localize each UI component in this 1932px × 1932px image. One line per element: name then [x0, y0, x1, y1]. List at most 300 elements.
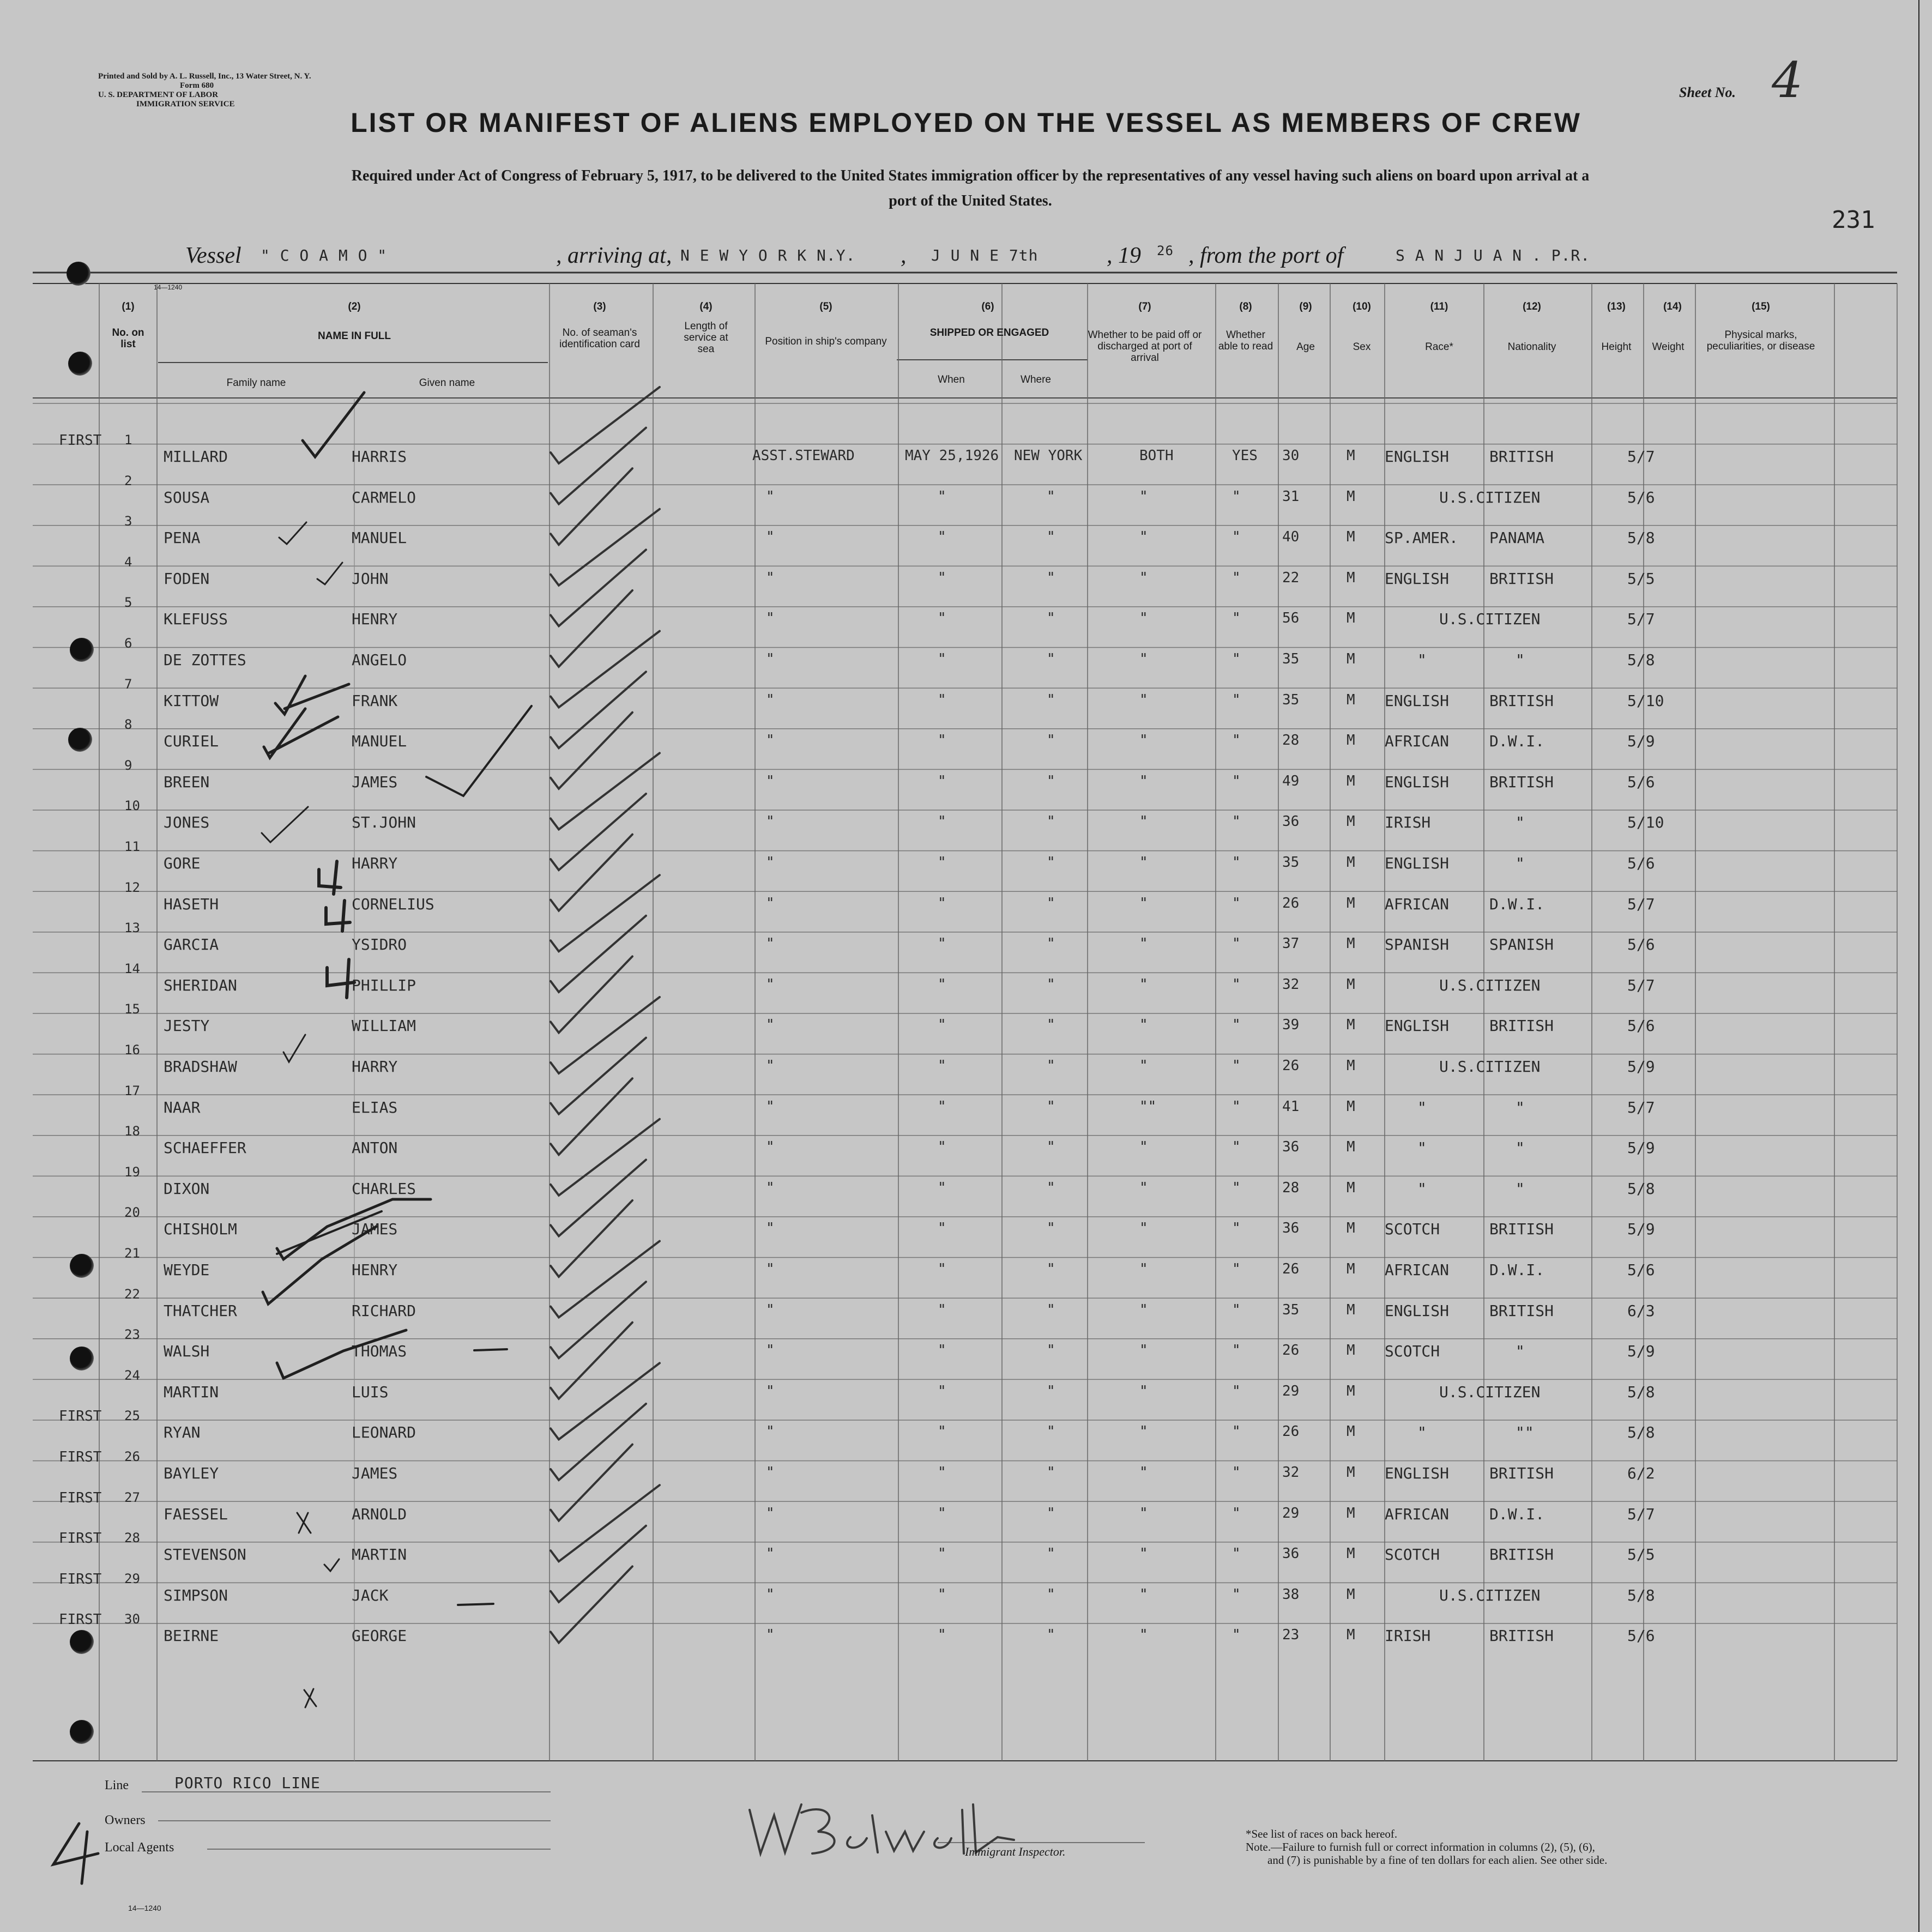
given-name: JAMES [352, 772, 398, 791]
position: " [766, 1505, 775, 1522]
height: 5/9 [1627, 1139, 1655, 1157]
sex: M [1347, 1058, 1355, 1074]
tick-mark [551, 997, 660, 1073]
paid-off: " [1139, 1545, 1148, 1562]
shipped-when: " [938, 895, 946, 911]
row-number: 24 [124, 1367, 140, 1383]
col2-given: Given name [419, 377, 475, 389]
race: ENGLISH [1385, 1464, 1450, 1482]
col10-number: (10) [1353, 301, 1371, 312]
shipped-when: " [938, 976, 946, 993]
sex: M [1347, 1464, 1355, 1481]
col13-number: (13) [1607, 301, 1626, 312]
punch-hole [70, 638, 94, 662]
position: " [766, 772, 775, 789]
tick-mark [551, 1282, 646, 1358]
tick-mark [551, 1566, 632, 1643]
height: 5/9 [1627, 1342, 1655, 1361]
given-name: JOHN [352, 569, 389, 588]
shipped-where: " [1047, 569, 1055, 586]
sex: M [1347, 1261, 1355, 1277]
shipped-when: " [938, 1586, 946, 1603]
tick-mark [551, 672, 646, 748]
shipped-where: " [1047, 1179, 1055, 1196]
able-to-read: " [1232, 569, 1241, 586]
row-prefix: FIRST [59, 1449, 102, 1465]
col8-header: Whether able to read [1218, 329, 1273, 352]
position: " [766, 732, 775, 749]
col12-number: (12) [1523, 301, 1541, 312]
tick-mark [551, 875, 660, 951]
shipped-where: " [1047, 651, 1055, 667]
able-to-read: " [1232, 732, 1241, 749]
paid-off: " [1139, 1301, 1148, 1318]
row-number: 6 [124, 636, 132, 651]
race: U.S.CITIZEN [1439, 976, 1541, 994]
paid-off: " [1139, 1058, 1148, 1074]
height: 5/7 [1627, 976, 1655, 994]
height: 5/10 [1627, 813, 1664, 832]
able-to-read: " [1232, 1342, 1241, 1359]
col1-number: (1) [122, 301, 135, 312]
shipped-where: " [1047, 813, 1055, 830]
shipped-where: " [1047, 1464, 1055, 1481]
shipped-when: " [938, 1179, 946, 1196]
nationality: " [1516, 854, 1525, 872]
shipped-where: " [1047, 1545, 1055, 1562]
tick-mark [551, 1078, 632, 1155]
height: 5/8 [1627, 1382, 1655, 1401]
nationality: " [1516, 1098, 1525, 1116]
paid-off: BOTH [1139, 448, 1174, 464]
punch-hole [70, 1630, 94, 1654]
col1-header: No. on list [112, 327, 144, 350]
tick-mark [551, 1445, 632, 1521]
nationality: BRITISH [1489, 772, 1554, 791]
age: 40 [1282, 529, 1300, 546]
position: " [766, 1342, 775, 1359]
family-name: SOUSA [164, 488, 210, 506]
race: AFRICAN [1385, 895, 1450, 913]
paid-off: " [1139, 691, 1148, 708]
family-name: JESTY [164, 1017, 210, 1035]
family-name: KLEFUSS [164, 610, 228, 629]
sex: M [1347, 772, 1355, 789]
position: " [766, 1627, 775, 1644]
paid-off: " [1139, 1505, 1148, 1522]
height: 5/8 [1627, 529, 1655, 547]
paid-off: " [1139, 488, 1148, 505]
age: 36 [1282, 813, 1300, 830]
col6-when: When [938, 374, 965, 385]
able-to-read: " [1232, 1382, 1241, 1399]
col5-header: Position in ship's company [765, 336, 887, 347]
race: " [1417, 651, 1427, 669]
sex: M [1347, 1179, 1355, 1196]
able-to-read: " [1232, 1505, 1241, 1522]
height: 6/3 [1627, 1301, 1655, 1320]
nationality: BRITISH [1489, 569, 1554, 588]
position: " [766, 651, 775, 667]
row-number: 5 [124, 595, 132, 611]
tick-mark [551, 1119, 660, 1196]
position: " [766, 1017, 775, 1034]
position: " [766, 1423, 775, 1440]
given-name: CORNELIUS [352, 895, 434, 913]
position: " [766, 1301, 775, 1318]
age: 26 [1282, 895, 1300, 911]
tick-mark [551, 1241, 660, 1318]
able-to-read: " [1232, 1179, 1241, 1196]
age: 26 [1282, 1423, 1300, 1440]
able-to-read: " [1232, 651, 1241, 667]
given-name: PHILLIP [352, 976, 416, 994]
paid-off: " [1139, 935, 1148, 952]
age: 31 [1282, 488, 1300, 505]
family-name: GORE [164, 854, 201, 872]
tick-mark [551, 550, 646, 626]
row-prefix: FIRST [59, 432, 102, 449]
owners-label: Owners [105, 1813, 146, 1827]
col11-number: (11) [1430, 301, 1448, 312]
paid-off: " [1139, 732, 1148, 749]
height: 5/5 [1627, 1545, 1655, 1564]
shipped-when: " [938, 1301, 946, 1318]
check-mark [277, 1330, 406, 1378]
able-to-read: " [1232, 529, 1241, 546]
shipped-where: " [1047, 1505, 1055, 1522]
col8-number: (8) [1239, 301, 1252, 312]
able-to-read: " [1232, 1545, 1241, 1562]
sex: M [1347, 1017, 1355, 1034]
sheet-label: Sheet No. [1679, 84, 1736, 100]
stamp-number: 231 [1832, 206, 1875, 234]
height: 5/8 [1627, 1423, 1655, 1442]
row-number: 8 [124, 717, 132, 733]
race: " [1417, 1423, 1427, 1442]
check-mark [303, 393, 364, 457]
col6-where: Where [1021, 374, 1051, 385]
footer-form-code: 14—1240 [128, 1904, 161, 1912]
tick-mark [551, 1323, 632, 1399]
margin-four-mark [53, 1824, 98, 1883]
col4-header: Length of service at sea [684, 321, 728, 355]
paid-off: " [1139, 895, 1148, 911]
col6-header: SHIPPED OR ENGAGED [929, 327, 1049, 339]
tick-mark [551, 835, 632, 911]
sex: M [1347, 1382, 1355, 1399]
nationality: D.W.I. [1489, 732, 1545, 751]
shipped-when: " [938, 1139, 946, 1156]
punch-hole [70, 1720, 94, 1744]
check-mark [324, 1559, 339, 1571]
able-to-read: " [1232, 1301, 1241, 1318]
shipped-where: " [1047, 1586, 1055, 1603]
able-to-read: " [1232, 1017, 1241, 1034]
shipped-where: " [1047, 488, 1055, 505]
shipped-where: " [1047, 772, 1055, 789]
col9-number: (9) [1299, 301, 1312, 312]
paid-off: " [1139, 976, 1148, 993]
height: 5/6 [1627, 1627, 1655, 1645]
department-name: U. S. DEPARTMENT OF LABOR [98, 90, 219, 99]
race: SCOTCH [1385, 1545, 1440, 1564]
family-name: FAESSEL [164, 1505, 228, 1523]
nationality: PANAMA [1489, 529, 1545, 547]
height: 5/7 [1627, 1098, 1655, 1116]
shipped-where: " [1047, 895, 1055, 911]
sex: M [1347, 651, 1355, 667]
row-number: 30 [124, 1611, 140, 1627]
check-mark [317, 563, 342, 584]
family-name: PENA [164, 529, 201, 547]
paid-off: " [1139, 651, 1148, 667]
sex: M [1347, 569, 1355, 586]
race: " [1417, 1179, 1427, 1198]
row-number: 15 [124, 1001, 140, 1017]
requirement-line-1: Required under Act of Congress of February 5, 1917, to be delivered to the United States immigration officer by the representatives of any vessel having such aliens on board upon arrival at a [351, 167, 1590, 184]
age: 35 [1282, 651, 1300, 667]
footnote-penalty-2: and (7) is punishable by a fine of ten dollars for each alien. See other side. [1267, 1853, 1608, 1867]
given-name: JAMES [352, 1464, 398, 1482]
age: 23 [1282, 1627, 1300, 1644]
requirement-line-2: port of the United States. [889, 192, 1052, 209]
nationality: SPANISH [1489, 935, 1554, 954]
age: 56 [1282, 610, 1300, 627]
able-to-read: " [1232, 691, 1241, 708]
tick-mark [551, 1363, 660, 1439]
shipped-when: " [938, 854, 946, 871]
race: U.S.CITIZEN [1439, 1586, 1541, 1604]
tick-mark [551, 753, 660, 829]
tick-mark [551, 509, 660, 585]
shipped-when: " [938, 813, 946, 830]
race: AFRICAN [1385, 1261, 1450, 1279]
tick-mark [551, 1526, 646, 1602]
line-value: PORTO RICO LINE [174, 1774, 321, 1792]
paid-off: " [1139, 1627, 1148, 1644]
height: 5/9 [1627, 1220, 1655, 1239]
paid-off: " [1139, 1017, 1148, 1034]
row-number: 19 [124, 1164, 140, 1180]
height: 5/7 [1627, 1505, 1655, 1523]
row-number: 7 [124, 676, 132, 692]
height: 5/7 [1627, 448, 1655, 466]
family-name: BAYLEY [164, 1464, 219, 1482]
printer-line: Printed and Sold by A. L. Russell, Inc., 13 Water Street, N. Y. [98, 72, 311, 81]
given-name: MANUEL [352, 529, 407, 547]
family-name: SHERIDAN [164, 976, 237, 994]
shipped-when: " [938, 1545, 946, 1562]
able-to-read: " [1232, 1627, 1241, 1644]
shipped-when: " [938, 1423, 946, 1440]
family-name: NAAR [164, 1098, 201, 1116]
given-name: GEORGE [352, 1627, 407, 1645]
race: SPANISH [1385, 935, 1450, 954]
able-to-read: " [1232, 1058, 1241, 1074]
family-name: SCHAEFFER [164, 1139, 246, 1157]
check-mark [283, 1035, 305, 1062]
nationality: BRITISH [1489, 1220, 1554, 1239]
given-name: YSIDRO [352, 935, 407, 954]
dash-mark [474, 1349, 507, 1350]
given-name: ARNOLD [352, 1505, 407, 1523]
date-separator: , [901, 243, 907, 268]
shipped-when: " [938, 1017, 946, 1034]
position: " [766, 854, 775, 871]
able-to-read: " [1232, 1464, 1241, 1481]
height: 6/2 [1627, 1464, 1655, 1482]
able-to-read: " [1232, 976, 1241, 993]
row-number: 26 [124, 1449, 140, 1464]
nationality: BRITISH [1489, 1017, 1554, 1035]
family-name: WEYDE [164, 1261, 210, 1279]
col2-header: NAME IN FULL [317, 330, 391, 342]
tick-mark [551, 956, 632, 1033]
tick-mark [551, 387, 660, 463]
from-port-label: , from the port of [1188, 243, 1344, 268]
age: 36 [1282, 1220, 1300, 1237]
position: " [766, 1382, 775, 1399]
age: 39 [1282, 1017, 1300, 1034]
shipped-when: MAY 25,1926 [905, 448, 999, 464]
able-to-read: " [1232, 488, 1241, 505]
given-name: LUIS [352, 1382, 389, 1401]
nationality: "" [1516, 1423, 1534, 1442]
race: ENGLISH [1385, 448, 1450, 466]
sex: M [1347, 732, 1355, 749]
race: U.S.CITIZEN [1439, 488, 1541, 506]
position: " [766, 1545, 775, 1562]
given-name: HARRY [352, 854, 398, 872]
row-number: 22 [124, 1286, 140, 1302]
height: 5/7 [1627, 610, 1655, 629]
race: IRISH [1385, 1627, 1431, 1645]
col10-header: Sex [1353, 341, 1371, 353]
shipped-when: " [938, 651, 946, 667]
row-prefix: FIRST [59, 1408, 102, 1425]
row-number: 16 [124, 1042, 140, 1058]
arrival-date: J U N E 7th [931, 246, 1039, 264]
page-title: LIST OR MANIFEST OF ALIENS EMPLOYED ON THE VESSEL AS MEMBERS OF CREW [351, 107, 1581, 138]
vessel-name: " C O A M O " [261, 246, 388, 264]
tick-mark [551, 1200, 632, 1277]
row-number: 17 [124, 1083, 140, 1098]
arriving-label: , arriving at, [556, 243, 672, 268]
row-number: 20 [124, 1205, 140, 1221]
given-name: HENRY [352, 610, 398, 629]
race: " [1417, 1139, 1427, 1157]
able-to-read: " [1232, 610, 1241, 627]
row-number: 18 [124, 1124, 140, 1139]
nationality: " [1516, 813, 1525, 832]
sex: M [1347, 691, 1355, 708]
given-name: HARRY [352, 1058, 398, 1076]
col5-number: (5) [819, 301, 832, 312]
shipped-where: " [1047, 1301, 1055, 1318]
sex: M [1347, 1342, 1355, 1359]
given-name: ANTON [352, 1139, 398, 1157]
position: " [766, 610, 775, 627]
row-number: 25 [124, 1408, 140, 1424]
punch-hole [68, 352, 92, 376]
family-name: SIMPSON [164, 1586, 228, 1604]
shipped-when: " [938, 732, 946, 749]
tick-mark [551, 468, 632, 545]
age: 32 [1282, 1464, 1300, 1481]
shipped-when: " [938, 772, 946, 789]
able-to-read: " [1232, 935, 1241, 952]
family-name: FODEN [164, 569, 210, 588]
age: 26 [1282, 1058, 1300, 1074]
sex: M [1347, 1505, 1355, 1522]
given-name: CARMELO [352, 488, 416, 506]
height: 5/8 [1627, 1179, 1655, 1198]
shipped-when: " [938, 1058, 946, 1074]
nationality: BRITISH [1489, 448, 1554, 466]
check-mark [275, 676, 349, 714]
family-name: THATCHER [164, 1301, 237, 1320]
paid-off: " [1139, 1139, 1148, 1156]
shipped-when: " [938, 1627, 946, 1644]
height: 5/6 [1627, 488, 1655, 506]
age: 49 [1282, 772, 1300, 789]
inspector-label: Immigrant Inspector. [965, 1845, 1066, 1858]
age: 35 [1282, 691, 1300, 708]
able-to-read: " [1232, 1139, 1241, 1156]
line-label: Line [105, 1778, 129, 1792]
shipped-where: " [1047, 854, 1055, 871]
given-name: MANUEL [352, 732, 407, 751]
able-to-read: YES [1232, 448, 1258, 464]
race: " [1417, 1098, 1427, 1116]
nationality: BRITISH [1489, 1627, 1554, 1645]
height: 5/7 [1627, 895, 1655, 913]
col9-header: Age [1296, 341, 1315, 353]
row-number: 1 [124, 432, 132, 448]
row-number: 27 [124, 1489, 140, 1505]
age: 29 [1282, 1382, 1300, 1399]
local-agents-label: Local Agents [105, 1840, 174, 1855]
position: " [766, 813, 775, 830]
race: SP.AMER. [1385, 529, 1458, 547]
sex: M [1347, 895, 1355, 911]
tick-mark [551, 713, 632, 789]
family-name: STEVENSON [164, 1545, 246, 1564]
family-name: MILLARD [164, 448, 228, 466]
given-name: ANGELO [352, 651, 407, 669]
shipped-where: " [1047, 691, 1055, 708]
given-name: CHARLES [352, 1179, 416, 1198]
punch-hole [70, 1254, 94, 1278]
height: 5/8 [1627, 651, 1655, 669]
col15-header: Physical marks, peculiarities, or disease [1706, 329, 1815, 352]
race: ENGLISH [1385, 691, 1450, 710]
paid-off: " [1139, 772, 1148, 789]
sex: M [1347, 976, 1355, 993]
check-mark [326, 901, 350, 931]
shipped-where: " [1047, 732, 1055, 749]
able-to-read: " [1232, 1098, 1241, 1115]
tick-mark [551, 916, 646, 992]
age: 26 [1282, 1342, 1300, 1359]
row-number: 9 [124, 757, 132, 773]
shipped-where: " [1047, 976, 1055, 993]
shipped-when: " [938, 1505, 946, 1522]
tick-mark [551, 794, 646, 870]
row-prefix: FIRST [59, 1571, 102, 1587]
position: " [766, 1586, 775, 1603]
